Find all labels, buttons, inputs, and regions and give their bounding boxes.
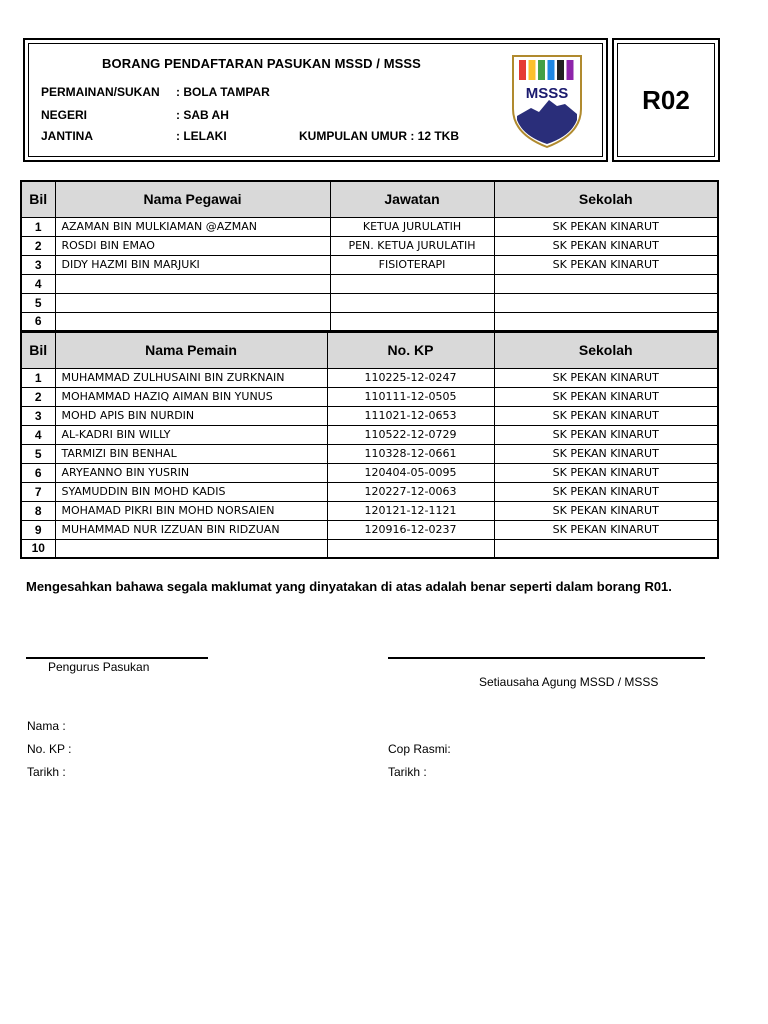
player-row-kp: 110111-12-0505 [327, 387, 494, 406]
player-row-bil: 2 [21, 387, 55, 406]
player-row-bil: 8 [21, 501, 55, 520]
player-row-kp: 120121-12-1121 [327, 501, 494, 520]
negeri-value: : SAB AH [176, 108, 229, 122]
pengurus-pasukan: Pengurus Pasukan [48, 660, 150, 674]
player-row-bil: 4 [21, 425, 55, 444]
col-bil: Bil [21, 332, 55, 368]
no-kp-label: No. KP : [27, 742, 72, 756]
player-row-bil: 1 [21, 368, 55, 387]
player-row-bil: 6 [21, 463, 55, 482]
official-row-nama [55, 312, 330, 331]
player-row-sekolah: SK PEKAN KINARUT [494, 444, 718, 463]
player-row-sekolah: SK PEKAN KINARUT [494, 425, 718, 444]
col-nama-pemain: Nama Pemain [55, 332, 327, 368]
player-row-sekolah: SK PEKAN KINARUT [494, 482, 718, 501]
official-row-jawatan: FISIOTERAPI [330, 255, 494, 274]
player-row-nama: AL-KADRI BIN WILLY [55, 425, 327, 444]
official-row-jawatan [330, 274, 494, 293]
player-row [21, 387, 718, 406]
player-row-nama: TARMIZI BIN BENHAL [55, 444, 327, 463]
player-row-sekolah: SK PEKAN KINARUT [494, 520, 718, 539]
col-sekolah: Sekolah [494, 332, 718, 368]
official-row-bil: 3 [21, 255, 55, 274]
player-row-kp: 120404-05-0095 [327, 463, 494, 482]
col-sekolah: Sekolah [494, 181, 718, 217]
jantina-label: JANTINA [41, 129, 94, 143]
official-row-bil: 5 [21, 293, 55, 312]
official-row-sekolah: SK PEKAN KINARUT [494, 217, 718, 236]
col-jawatan: Jawatan [330, 181, 494, 217]
official-row-sekolah [494, 274, 718, 293]
msss-logo [511, 54, 583, 149]
player-row-kp: 120916-12-0237 [327, 520, 494, 539]
player-row [21, 520, 718, 539]
player-row-bil: 10 [21, 539, 55, 558]
header-inner [28, 43, 603, 157]
player-row-sekolah: SK PEKAN KINARUT [494, 406, 718, 425]
player-row-nama: SYAMUDDIN BIN MOHD KADIS [55, 482, 327, 501]
col-nama-pegawai: Nama Pegawai [55, 181, 330, 217]
official-row [21, 274, 718, 293]
player-row [21, 425, 718, 444]
official-row-nama: AZAMAN BIN MULKIAMAN @AZMAN [55, 217, 330, 236]
tarikh-label-left: Tarikh : [27, 765, 66, 779]
official-row-jawatan [330, 312, 494, 331]
official-row-jawatan: PEN. KETUA JURULATIH [330, 236, 494, 255]
tarikh-label-right: Tarikh : [388, 765, 427, 779]
officials-header-row [21, 181, 718, 217]
official-row-sekolah [494, 293, 718, 312]
official-row-bil: 4 [21, 274, 55, 293]
form-title: BORANG PENDAFTARAN PASUKAN MSSD / MSSS [102, 56, 421, 71]
players-table [20, 331, 719, 559]
official-row [21, 217, 718, 236]
form-code-box [612, 38, 720, 162]
form-code: R02 [642, 84, 690, 115]
logo-stripe [519, 60, 526, 80]
official-row [21, 236, 718, 255]
player-row [21, 444, 718, 463]
statement: Mengesahkan bahawa segala maklumat yang dinyatakan di atas adalah benar seperti dalam borang R01. [26, 579, 672, 594]
official-row-nama: ROSDI BIN EMAO [55, 236, 330, 255]
logo-stripe [548, 60, 555, 80]
official-row-jawatan: KETUA JURULATIH [330, 217, 494, 236]
player-row-bil: 7 [21, 482, 55, 501]
player-row-bil: 5 [21, 444, 55, 463]
player-row-nama: MOHAMMAD HAZIQ AIMAN BIN YUNUS [55, 387, 327, 406]
player-row-kp: 120227-12-0063 [327, 482, 494, 501]
permainan-value: : BOLA TAMPAR [176, 85, 270, 99]
logo-stripe [567, 60, 574, 80]
official-row-sekolah: SK PEKAN KINARUT [494, 255, 718, 274]
official-row-bil: 1 [21, 217, 55, 236]
player-row [21, 482, 718, 501]
player-row-sekolah [494, 539, 718, 558]
player-row [21, 539, 718, 558]
signature-line-right [388, 657, 705, 659]
col-no-kp: No. KP [327, 332, 494, 368]
player-row-nama: MUHAMMAD ZULHUSAINI BIN ZURKNAIN [55, 368, 327, 387]
official-row-jawatan [330, 293, 494, 312]
player-row-kp: 110225-12-0247 [327, 368, 494, 387]
official-row [21, 293, 718, 312]
logo-text: MSSS [525, 85, 569, 102]
player-row [21, 406, 718, 425]
kumpulan-umur: KUMPULAN UMUR : 12 TKB [299, 129, 459, 143]
player-row-kp: 110522-12-0729 [327, 425, 494, 444]
cop-rasmi-label: Cop Rasmi: [388, 742, 451, 756]
player-row-bil: 9 [21, 520, 55, 539]
player-row [21, 501, 718, 520]
official-row-nama: DIDY HAZMI BIN MARJUKI [55, 255, 330, 274]
official-row-bil: 2 [21, 236, 55, 255]
player-row-sekolah: SK PEKAN KINARUT [494, 387, 718, 406]
official-row-sekolah: SK PEKAN KINARUT [494, 236, 718, 255]
official-row [21, 255, 718, 274]
permainan-label: PERMAINAN/SUKAN [41, 85, 160, 99]
jantina-value: : LELAKI [176, 129, 227, 143]
setiausaha-agung: Setiausaha Agung MSSD / MSSS [479, 675, 659, 689]
col-bil: Bil [21, 181, 55, 217]
official-row-sekolah [494, 312, 718, 331]
player-row-nama: MUHAMMAD NUR IZZUAN BIN RIDZUAN [55, 520, 327, 539]
official-row [21, 312, 718, 331]
nama-label: Nama : [27, 719, 66, 733]
player-row-sekolah: SK PEKAN KINARUT [494, 368, 718, 387]
negeri-label: NEGERI [41, 108, 88, 122]
player-row-nama: ARYEANNO BIN YUSRIN [55, 463, 327, 482]
player-row-kp: 111021-12-0653 [327, 406, 494, 425]
player-row-sekolah: SK PEKAN KINARUT [494, 501, 718, 520]
logo-stripe [538, 60, 545, 80]
player-row-kp: 110328-12-0661 [327, 444, 494, 463]
officials-table [20, 180, 719, 332]
signature-line-left [26, 657, 208, 659]
player-row-nama: MOHD APIS BIN NURDIN [55, 406, 327, 425]
logo-stripe [557, 60, 564, 80]
player-row-kp [327, 539, 494, 558]
official-row-nama [55, 274, 330, 293]
player-row-bil: 3 [21, 406, 55, 425]
header-box [23, 38, 608, 162]
logo-stripe [529, 60, 536, 80]
player-row-nama: MOHAMAD PIKRI BIN MOHD NORSAIEN [55, 501, 327, 520]
player-row-sekolah: SK PEKAN KINARUT [494, 463, 718, 482]
official-row-nama [55, 293, 330, 312]
player-row [21, 463, 718, 482]
players-header-row [21, 332, 718, 368]
player-row-nama [55, 539, 327, 558]
player-row [21, 368, 718, 387]
official-row-bil: 6 [21, 312, 55, 331]
